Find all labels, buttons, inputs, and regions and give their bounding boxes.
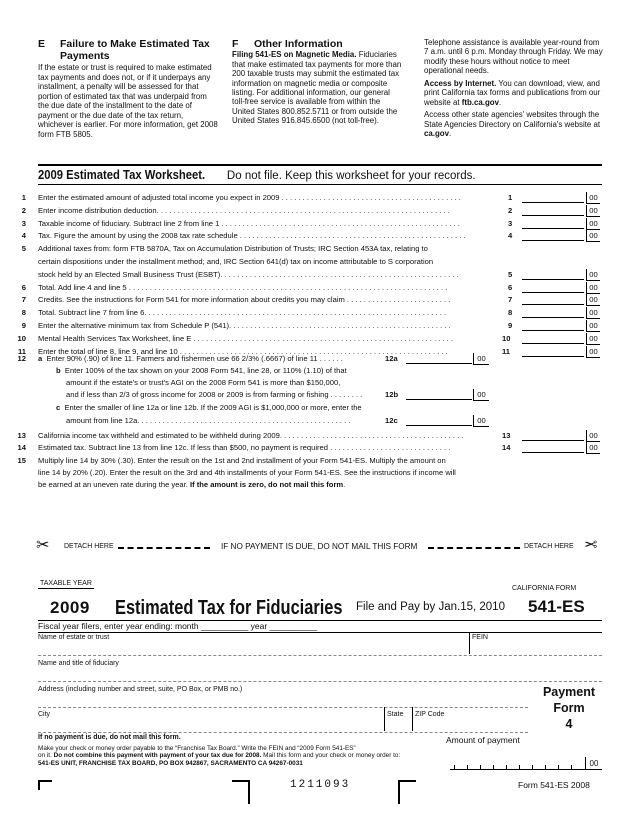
line-13-box-label: 13 [502, 431, 511, 440]
worksheet-line [21, 243, 428, 255]
line-12b-line3: and if less than 2/3 of gross income for 2008 or 2009 is from farming or fishing . . . . . . . . [66, 390, 363, 399]
worksheet-line [17, 333, 453, 345]
form-number: 541-ES [528, 597, 585, 616]
amount-digit-tick [519, 765, 520, 770]
line-amount-field[interactable] [522, 230, 584, 241]
line-text: Credits. See the instructions for Form 541 for more information about credits you may claim . . . . . . . . . . . . . . . . . . . . . . . . . [38, 295, 451, 305]
payment-form-badge [536, 684, 602, 732]
cents-text: 00 [589, 295, 598, 305]
ftb-website-link[interactable]: ftb.ca.gov [461, 97, 499, 107]
line-12c-box-label: 12c [385, 416, 398, 425]
cents-text: 00 [589, 193, 598, 202]
barcode-number: 1211093 [290, 779, 351, 791]
fein-label: FEIN [472, 634, 488, 641]
worksheet-line [21, 294, 451, 306]
zip-label: ZIP Code [415, 711, 445, 718]
line-box-label: 4 [508, 231, 513, 241]
line-amount-field[interactable] [522, 320, 584, 331]
line-15-zero-warning: If the amount is zero, do not mail this form [190, 480, 344, 489]
fiscal-year-line[interactable]: Fiscal year filers, enter year ending: month __________ year __________ [38, 621, 317, 631]
section-e-text: If the estate or trust is required to make estimated tax payments and does not, or if it underpays any installment, a penalty will be assessed for that portion of estimated tax that was underpaid from the due date of the installment to the date of payment or the due date of the tax return, whichever is earlier. For more information, get 2008 form FTB 5805. [38, 63, 218, 139]
line-number: 9 [21, 321, 26, 330]
line-text: stock held by an Elected Small Business Trust (ESBT). . . . . . . . . . . . . . . . . . . . . . . . . . . . . . . . . . . . . . . . . . . . . . . . . . . . . . . . . [38, 269, 459, 279]
form-label: Form [553, 701, 585, 715]
worksheet-line [21, 205, 450, 217]
amount-digit-tick [493, 765, 494, 770]
line-12a [17, 353, 343, 365]
line-text: certain dispositions under the installment method; and, IRC Section 641(d) tax on income attributable to S corporation [38, 257, 434, 266]
line-15-cont2: be earned at an uneven rate during the year. If the amount is zero, do not mail this form. [38, 480, 346, 489]
line-cents-field[interactable] [586, 294, 600, 306]
amount-payment-label: Amount of payment [446, 735, 520, 745]
line-amount-field[interactable] [522, 346, 584, 357]
state-label: State [387, 711, 404, 718]
name-title-rule [38, 681, 602, 682]
line-text: Additional taxes from: form FTB 5870A, Tax on Accumulation Distribution of Trusts; IRC Section 453A tax, relating to [38, 244, 428, 254]
name-estate-field[interactable] [38, 642, 468, 654]
line-text: Enter the estimated amount of adjusted total income you expect in 2009 . . . . . . . . . . . . . . . . . . . . . . . . . . . . . . . . . . . . . . . . . . . [38, 193, 461, 202]
name-estate-rule [38, 655, 602, 656]
line-amount-field[interactable] [522, 307, 584, 318]
fiscal-year-rule [38, 632, 602, 633]
line-number: 12 [17, 354, 26, 363]
line-12a-amount-field[interactable] [406, 353, 472, 364]
line-amount-field[interactable] [522, 205, 584, 216]
detach-dash-right [428, 547, 520, 549]
section-f [232, 38, 404, 126]
detach-center-label: IF NO PAYMENT IS DUE, DO NOT MAIL THIS FORM [221, 542, 418, 551]
cents-text: 00 [589, 231, 598, 241]
line-15-cont1: line 14 by 20% (.20). Enter the result on the 3rd and 4th installments of your Form 541-ES. See the instructions if income will [38, 468, 456, 477]
cents-text: 00 [589, 333, 598, 343]
line-box-label: 7 [508, 295, 513, 305]
payment-label: Payment [542, 685, 596, 699]
fein-divider [469, 632, 470, 654]
state-divider [384, 707, 385, 731]
line-box-label: 9 [508, 321, 513, 330]
line-amount-field[interactable] [522, 269, 584, 280]
line-amount-field[interactable] [522, 294, 584, 305]
line-12a-text: Enter 90% (.90) of line 11. Farmers and fishermen use 66 2/3% (.6667) of line 11 . . . . . . [46, 354, 343, 363]
detach-left-label: DETACH HERE [64, 543, 114, 550]
instructions-line1: Make your check or money order payable to the “Franchise Tax Board.” Write the FEIN and “2009 Form 541-ES” [38, 745, 356, 752]
amount-payment-cents[interactable]: 00 [585, 757, 602, 770]
line-amount-field[interactable] [522, 282, 584, 293]
amount-digit-tick [571, 765, 572, 770]
amount-digit-tick [532, 765, 533, 770]
line-number: 1 [21, 193, 26, 202]
worksheet-line [21, 282, 448, 294]
ca-gov-link[interactable]: ca.gov [424, 129, 449, 139]
line-text: Tax. Figure the amount by using the 2008 tax rate schedule . . . . . . . . . . . . . . . . . . . . . . . . . . . . . . . . . . . . . . . . . . . . . . . . . . . . . . [38, 231, 466, 241]
line-13: 13 California income tax withheld and estimated to be withheld during 2009. . . . . . . . . . . . . . . . . . . . . . . . . . . . . . . . . . . . . . . . . . . . [17, 431, 464, 440]
section-f-lead: Filing 541-ES on Magnetic Media. [232, 50, 357, 60]
corner-mark-center-right [398, 780, 416, 804]
footer-form-id: Form 541-ES 2008 [518, 780, 590, 790]
worksheet-title-bold: 2009 Estimated Tax Worksheet. [38, 168, 206, 182]
line-14: 14 Estimated tax. Subtract line 13 from line 12c. If less than $500, no payment is required . . . . . . . . . . . . . . . . . . . . . . . . . . . . . [17, 443, 451, 452]
line-box-label: 3 [508, 218, 513, 228]
line-amount-field[interactable] [522, 333, 584, 344]
name-estate-label: Name of estate or trust [38, 634, 110, 641]
line-box-label: 1 [508, 193, 513, 202]
line-number: 8 [21, 308, 26, 318]
section-e-letter: E [38, 38, 46, 50]
section-f-text [232, 50, 404, 126]
line-number: 3 [21, 218, 26, 228]
scissors-right-icon: ✂ [584, 537, 598, 554]
state-field[interactable] [386, 719, 410, 731]
line-15: 15 Multiply line 14 by 30% (.30). Enter the result on the 1st and 2nd installment of your Form 541-ES. Multiply the amount on [17, 456, 446, 465]
phone-assistance-text: Telephone assistance is available year-round from 7 a.m. until 6 p.m. Monday through Friday. We may modify these hours without notice to meet operational needs. [424, 38, 603, 76]
file-pay-deadline: File and Pay by Jan.15, 2010 [356, 601, 505, 613]
worksheet-line [21, 307, 447, 319]
worksheet-line [21, 230, 466, 242]
line-box-label: 6 [508, 282, 513, 292]
worksheet-title [38, 168, 476, 184]
line-number: 7 [21, 295, 26, 305]
line-text: Total. Subtract line 7 from line 6. . . . . . . . . . . . . . . . . . . . . . . . . . . . . . . . . . . . . . . . . . . . . . . . . . . . . . . . . . . . . . . . . . . . . . . . [38, 308, 447, 318]
line-12b-line2: amount if the estate's or trust's AGI on the 2008 Form 541 is more than $150,000, [66, 378, 341, 387]
instructions-line2: on it. Do not combine this payment with payment of your tax due for 2008. Mail this form and your check or money order to: [38, 752, 401, 760]
line-12c-line2: amount from line 12a. . . . . . . . . . . . . . . . . . . . . . . . . . . . . . . . . . . . . . . . . . . . . . . . . . . [66, 416, 351, 425]
amount-digit-tick [558, 765, 559, 770]
amount-payment-field[interactable] [450, 757, 585, 770]
line-14-amount-field[interactable] [522, 442, 584, 453]
line-number: 10 [17, 333, 26, 343]
line-12c-amount-field[interactable] [406, 415, 472, 426]
line-12b-box-label: 12b [385, 390, 399, 399]
section-g [424, 38, 606, 139]
voucher-year: 2009 [50, 598, 90, 617]
line-cents-field[interactable] [586, 320, 600, 332]
city-field[interactable] [38, 719, 382, 731]
line-cents-field[interactable] [586, 230, 600, 242]
line-amount-field[interactable] [522, 192, 584, 203]
agencies-body: Access other state agencies' websites through the State Agencies Directory on California's website at [424, 110, 601, 129]
line-12a-box-label: 12a [385, 354, 398, 363]
address-field[interactable] [38, 694, 528, 706]
line-number: 4 [21, 231, 26, 241]
zip-field[interactable] [414, 719, 526, 731]
section-f-letter: F [232, 38, 239, 50]
cents-text: 00 [589, 346, 598, 356]
line-12a-letter: a [38, 354, 43, 363]
line-12a-cents[interactable]: 00 [473, 353, 489, 365]
section-e-title: Failure to Make Estimated Tax Payments [60, 38, 210, 63]
mailing-address: 541-ES UNIT, FRANCHISE TAX BOARD, PO BOX 942867, SACRAMENTO CA 94267-0031 [38, 759, 303, 767]
cents-text: 00 [589, 321, 598, 330]
section-f-title: Other Information [254, 38, 343, 50]
worksheet-top-rule [38, 164, 602, 166]
line-12b-amount-field[interactable] [406, 389, 472, 400]
corner-mark-center-left [232, 780, 250, 804]
worksheet-line [38, 269, 459, 281]
cents-text: 00 [589, 205, 598, 215]
line-cents-field[interactable] [586, 269, 600, 281]
amount-digit-tick [506, 765, 507, 770]
no-payment-notice: If no payment is due, do not mail this form. [38, 734, 181, 741]
amount-digit-tick [454, 765, 455, 770]
city-rule [38, 732, 528, 733]
line-cents-field[interactable] [586, 333, 600, 345]
zip-divider [412, 707, 413, 731]
line-cents-field[interactable] [586, 192, 600, 204]
address-rule [38, 707, 528, 708]
line-box-label: 10 [502, 333, 511, 343]
cents-text: 00 [589, 308, 598, 318]
line-box-label: 11 [502, 346, 511, 356]
line-14-cents[interactable]: 00 [586, 442, 600, 454]
line-number: 2 [21, 205, 26, 215]
line-cents-field[interactable] [586, 205, 600, 217]
line-text: Enter the total of line 8, line 9, and line 10 . . . . . . . . . . . . . . . . . . . . . . . . . . . . . . . . . . . . . . . . . . . . . . . . . . . . . . . . . . . . . . . . [38, 346, 448, 356]
corner-mark-left [38, 780, 52, 790]
cents-text: 00 [589, 282, 598, 292]
line-12b-line1: b Enter 100% of the tax shown on your 2008 Form 541, line 28, or 110% (1.10) of that [56, 366, 347, 375]
line-14-box-label: 14 [502, 443, 511, 452]
agencies-end: . [449, 129, 452, 139]
section-f-body: Fiduciaries that make estimated tax payments for more than 200 taxable trusts may submit the estimated tax information on magnetic media or composite listing. For additional information, our general toll-free service is available from within the United States 800.852.5711 or from outside the United States 916.845.6500 (not toll-free). [232, 50, 402, 126]
line-number: 5 [21, 244, 26, 254]
line-box-label: 5 [508, 269, 513, 279]
line-cents-field[interactable] [586, 307, 600, 319]
worksheet-subtitle: Do not file. Keep this worksheet for your records. [223, 170, 476, 182]
detach-dash-left [118, 547, 210, 549]
section-e [38, 38, 220, 139]
internet-access-body: You can download, view, and print California tax forms and publications from our website at [424, 78, 601, 107]
cents-text: 00 [589, 218, 598, 228]
line-text: Enter the alternative minimum tax from Schedule P (541). . . . . . . . . . . . . . . . . . . . . . . . . . . . . . . . . . . . . . . . . . . . . . . . . . . . . [38, 321, 451, 330]
internet-access-end: . [499, 97, 502, 107]
line-text: Enter income distribution deduction. . . . . . . . . . . . . . . . . . . . . . . . . . . . . . . . . . . . . . . . . . . . . . . . . . . . . . . . . . . . . . . . . . . . . . [38, 205, 450, 215]
worksheet-title-rule [38, 184, 602, 185]
address-label: Address (including number and street, suite, PO Box, or PMB no.) [38, 686, 243, 693]
line-13-amount-field[interactable] [522, 430, 584, 441]
internet-access-lead: Access by Internet. [424, 78, 497, 88]
taxable-year-label: TAXABLE YEAR [38, 580, 94, 589]
instructions [38, 745, 458, 767]
cents-text: 00 [589, 269, 598, 279]
worksheet-line [38, 256, 433, 268]
detach-right-label: DETACH HERE [524, 543, 574, 550]
agencies-text [424, 110, 606, 138]
amount-digit-tick [480, 765, 481, 770]
amount-digit-tick [467, 765, 468, 770]
line-text: Taxable income of fiduciary. Subtract line 2 from line 1 . . . . . . . . . . . . . . . . . . . . . . . . . . . . . . . . . . . . . . . . . . . . . . . . . . . . . . . . . [38, 218, 460, 228]
name-title-field[interactable] [38, 668, 602, 680]
line-cents-field[interactable] [586, 282, 600, 294]
line-cents-field[interactable] [586, 218, 600, 230]
line-number: 11 [17, 346, 26, 356]
line-12b-cents[interactable]: 00 [473, 389, 489, 401]
line-cents-field[interactable] [586, 346, 600, 358]
worksheet-line [21, 218, 460, 230]
line-text: Mental Health Services Tax Worksheet, line E . . . . . . . . . . . . . . . . . . . . . . . . . . . . . . . . . . . . . . . . . . . . . . . . . . . . . . . . . . . . . . [38, 333, 453, 343]
line-13-cents[interactable]: 00 [586, 430, 600, 442]
city-label: City [38, 711, 51, 718]
payment-number: 4 [565, 717, 573, 731]
internet-access-text [424, 79, 606, 107]
scissors-left-icon: ✂ [36, 537, 50, 554]
line-text: Total. Add line 4 and line 5 . . . . . . . . . . . . . . . . . . . . . . . . . . . . . . . . . . . . . . . . . . . . . . . . . . . . . . . . . . . . . . . . . . . . . . . . . . . . [38, 282, 448, 292]
voucher-title: Estimated Tax for Fiduciaries [115, 597, 343, 619]
line-amount-field[interactable] [522, 218, 584, 229]
line-12c-line1: c Enter the smaller of line 12a or line 12b. If the 2009 AGI is $1,000,000 or more, enter the [56, 403, 362, 412]
line-box-label: 8 [508, 308, 513, 318]
name-title-label: Name and title of fiduciary [38, 660, 119, 667]
worksheet-line [21, 320, 451, 332]
california-form-label: CALIFORNIA FORM [512, 585, 577, 592]
amount-digit-tick [545, 765, 546, 770]
line-12c-cents[interactable]: 00 [473, 415, 489, 427]
line-number: 6 [21, 282, 26, 292]
worksheet-line [21, 192, 461, 204]
line-box-label: 2 [508, 205, 513, 215]
